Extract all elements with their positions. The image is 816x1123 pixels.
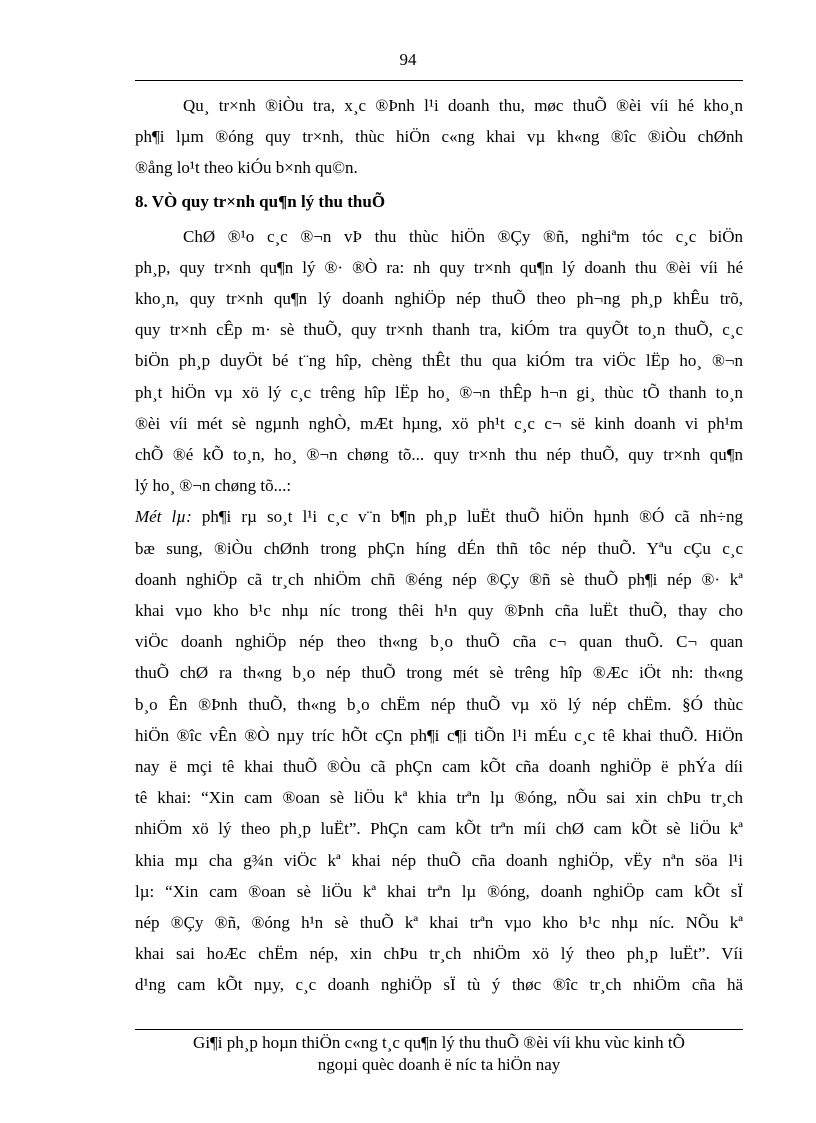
text-line: chÕ ®é kÕ to¸n, ho¸ ®¬n chøng tõ... quy tr×nh thu nép thuÕ, quy tr×nh qu¶n <box>135 445 743 465</box>
text-line: nép ®Çy ®ñ, ®óng h¹n sè thuÕ kª khai trªn vµo kho b¹c nhµ níc. NÕu kª <box>135 913 743 933</box>
text-line: quy tr×nh cÊp m· sè thuÕ, quy tr×nh thanh tra, kiÓm tra quyÕt to¸n thuÕ, c¸c <box>135 320 743 340</box>
text-line: ph¸t hiÖn vµ xö lý c¸c trêng hîp lËp ho¸ ®¬n thÊp h¬n gi¸ thùc tÕ thanh to¸n <box>135 382 743 402</box>
page-number: 94 <box>399 50 417 69</box>
footer-line: ngoµi quèc doanh ë níc ta hiÖn nay <box>317 1055 561 1074</box>
text-line: doanh nghiÖp cã tr¸ch nhiÖm chñ ®éng nép ®Çy ®ñ sè thuÕ ph¶i nép ®· kª <box>135 569 743 589</box>
text-line: tê khai: “Xin cam ®oan sè liÖu kª khia trªn lµ ®óng, nÕu sai xin chÞu tr¸ch <box>135 788 743 808</box>
text-line: biÖn ph¸p duyÖt bé t¨ng hîp, chèng thÊt thu qua kiÓm tra viÖc lËp ho¸ ®¬n <box>135 351 743 371</box>
text-run: ph¶i rµ so¸t l¹i c¸c v¨n b¶n ph¸p luËt thuÕ hiÖn hµnh ®Ó cã nh÷ng <box>191 507 743 527</box>
text-line <box>135 501 743 532</box>
text-line: kho¸n, quy tr×nh qu¶n lý doanh nghiÖp nép thuÕ theo ph¬ng ph¸p khÊu trõ, <box>135 289 743 309</box>
text-line: khai vµo kho b¹c nhµ níc trong thêi h¹n quy ®Þnh cña luËt thuÕ, thay cho <box>135 601 743 621</box>
text-line: bæ sung, ®iÒu chØnh trong phÇn híng dÉn thñ tôc nép thuÕ. Yªu cÇu c¸c <box>135 538 743 558</box>
footer-line: Gi¶i ph¸p hoµn thiÖn c«ng t¸c qu¶n lý thu thuÕ ®èi víi khu vùc kinh tÕ <box>193 1033 685 1052</box>
footer-rule <box>135 1029 743 1030</box>
point-lead: Mét lµ: <box>135 507 192 527</box>
paragraph-household-revenue <box>135 90 743 184</box>
paragraph-first-point <box>135 501 743 1000</box>
paragraph-management-process <box>135 221 743 502</box>
text-line: khai sai hoÆc chËm nép, xin chÞu tr¸ch nhiÖm xö lý theo ph¸p luËt”. Víi <box>135 944 743 964</box>
text-line: khia mµ cha g¾n viÖc kª khai nép thuÕ cña doanh nghiÖp, vËy nªn söa l¹i <box>135 850 743 870</box>
text-line: viÖc doanh nghiÖp nép theo th«ng b¸o thuÕ cña c¬ quan thuÕ. C¬ quan <box>135 632 743 652</box>
text-line: nay ë mçi tê khai thuÕ ®Òu cã phÇn cam kÕt cña doanh nghiÖp ë phÝa díi <box>135 757 743 777</box>
text-line: ®èi víi mét sè ngµnh nghÒ, mÆt hµng, xö ph¹t c¸c c¬ së kinh doanh vi ph¹m <box>135 413 743 433</box>
text-line: ChØ ®¹o c¸c ®¬n vÞ thu thùc hiÖn ®Çy ®ñ, nghiªm tóc c¸c biÖn <box>183 226 743 246</box>
text-line: ®ång lo¹t theo kiÓu b×nh qu©n. <box>135 158 358 178</box>
document-body <box>135 90 743 1001</box>
text-line: hiÖn ®îc vÊn ®Ò nµy tríc hÕt cÇn ph¶i c¶i tiÕn l¹i mÉu c¸c tê khai thuÕ. HiÖn <box>135 725 743 745</box>
text-line: lý ho¸ ®¬n chøng tõ...: <box>135 476 292 496</box>
section-heading: 8. VÒ quy tr×nh qu¶n lý thu thuÕ <box>135 191 386 211</box>
text-line: Qu¸ tr×nh ®iÒu tra, x¸c ®Þnh l¹i doanh thu, møc thuÕ ®èi víi hé kho¸n <box>183 96 743 115</box>
text-line: lµ: “Xin cam ®oan sè liÖu kª khai trªn lµ ®óng, doanh nghiÖp cam kÕt sÏ <box>135 881 743 901</box>
text-line: ph¸p, quy tr×nh qu¶n lý ®· ®Ò ra: nh quy tr×nh qu¶n lý doanh thu ®èi víi hé <box>135 257 743 277</box>
text-line: nhiÖm xö lý theo ph¸p luËt”. PhÇn cam kÕt trªn míi chØ cam kÕt sè liÖu kª <box>135 819 743 839</box>
text-line: b¸o Ên ®Þnh thuÕ, th«ng b¸o chËm nép thuÕ vµ xö lý nép chËm. §Ó thùc <box>135 694 743 714</box>
text-line: d¹ng cam kÕt nµy, c¸c doanh nghiÖp sÏ tù ý thøc ®îc tr¸ch nhiÖm cña hä <box>135 975 743 995</box>
text-line: thuÕ chØ ra th«ng b¸o nép thuÕ trong mét sè trêng hîp ®Æc iÖt nh: th«ng <box>135 663 743 683</box>
text-line: ph¶i lµm ®óng quy tr×nh, thùc hiÖn c«ng khai vµ kh«ng ®îc ®iÒu chØnh <box>135 127 743 147</box>
header-rule <box>135 80 743 81</box>
page-footer <box>135 1032 743 1076</box>
